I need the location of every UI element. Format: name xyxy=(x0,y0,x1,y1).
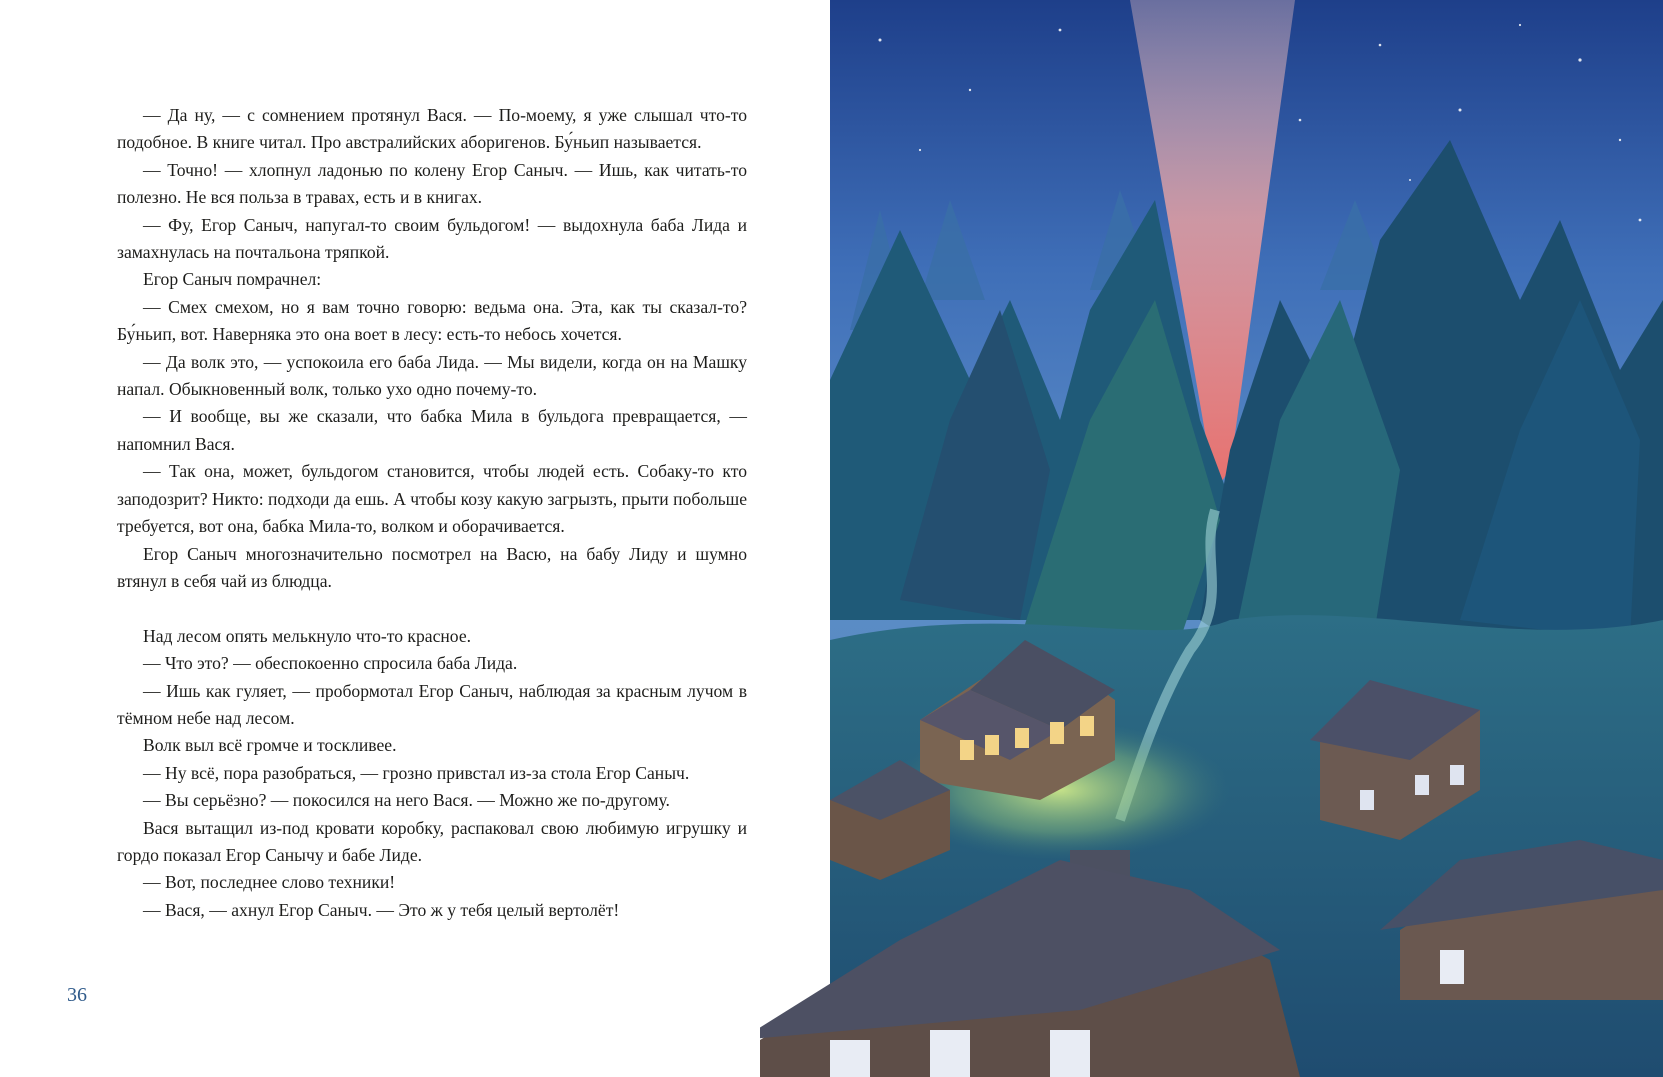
paragraph: — Ишь как гуляет, — пробормотал Егор Саныч, наблюдая за красным лучом в тёмном небе над лесом. xyxy=(117,680,747,728)
paragraph: — Ну всё, пора разобраться, — грозно привстал из-за стола Егор Саныч. xyxy=(143,762,690,783)
illustration-svg xyxy=(760,0,1663,1077)
left-text-page xyxy=(0,0,830,1077)
story-text xyxy=(117,102,747,924)
watercolor-edge xyxy=(760,0,830,1000)
paragraph: — Так она, может, бульдогом становится, чтобы людей есть. Собаку-то кто заподозрит? Никто: подходи да ешь. А чтобы козу какую загрызть, прыти побольше требуется, вот она, бабка Мила-то, волком и оборачивается. xyxy=(117,461,747,537)
paragraph: Вася вытащил из-под кровати коробку, распаковал свою любимую игрушку и гордо показал Егор Санычу и бабе Лиде. xyxy=(117,817,747,865)
paragraph: Волк выл всё громче и тоскливее. xyxy=(143,735,397,756)
paragraph: — Вы серьёзно? — покосился на него Вася. — Можно же по-другому. xyxy=(143,790,670,811)
paragraph: — И вообще, вы же сказали, что бабка Мила в бульдога превращается, — напомнил Вася. xyxy=(117,406,747,454)
page-number: 36 xyxy=(67,984,87,1006)
paragraph: — Фу, Егор Саныч, напугал-то своим бульдогом! — выдохнула баба Лида и замахнулась на почтальона тряпкой. xyxy=(117,214,747,263)
paragraph: — Смех смехом, но я вам точно говорю: ведьма она. Эта, как ты сказал-то? Бу́ньип, вот. Наверняка это она воет в лесу: есть-то небось хочется. xyxy=(117,296,747,345)
paragraph: — Вася, — ахнул Егор Саныч. — Это ж у тебя целый вертолёт! xyxy=(143,899,620,920)
paragraph: Егор Саныч многозначительно посмотрел на Васю, на бабу Лиду и шумно втянул в себя чай из блюдца. xyxy=(117,543,747,591)
paragraph: Егор Саныч помрачнел: xyxy=(143,269,322,290)
watercolor-night-village-illustration xyxy=(760,0,1663,1077)
paragraph: — Точно! — хлопнул ладонью по колену Егор Саныч. — Ишь, как читать-то полезно. Не вся польза в травах, есть и в книгах. xyxy=(117,159,747,208)
paragraph: Над лесом опять мелькнуло что-то красное. xyxy=(143,625,472,646)
section-break xyxy=(117,595,747,622)
paragraph: — Да волк это, — успокоила его баба Лида. — Мы видели, когда он на Машку напал. Обыкновенный волк, только ухо одно почему-то. xyxy=(117,351,747,400)
paragraph: — Да ну, — с сомнением протянул Вася. — По-моему, я уже слышал что-то подобное. В книге читал. Про австралийских аборигенов. Бу́ньип называется. xyxy=(117,105,747,153)
paragraph: — Что это? — обеспокоенно спросила баба Лида. xyxy=(143,653,518,674)
paragraph: — Вот, последнее слово техники! xyxy=(143,872,396,893)
